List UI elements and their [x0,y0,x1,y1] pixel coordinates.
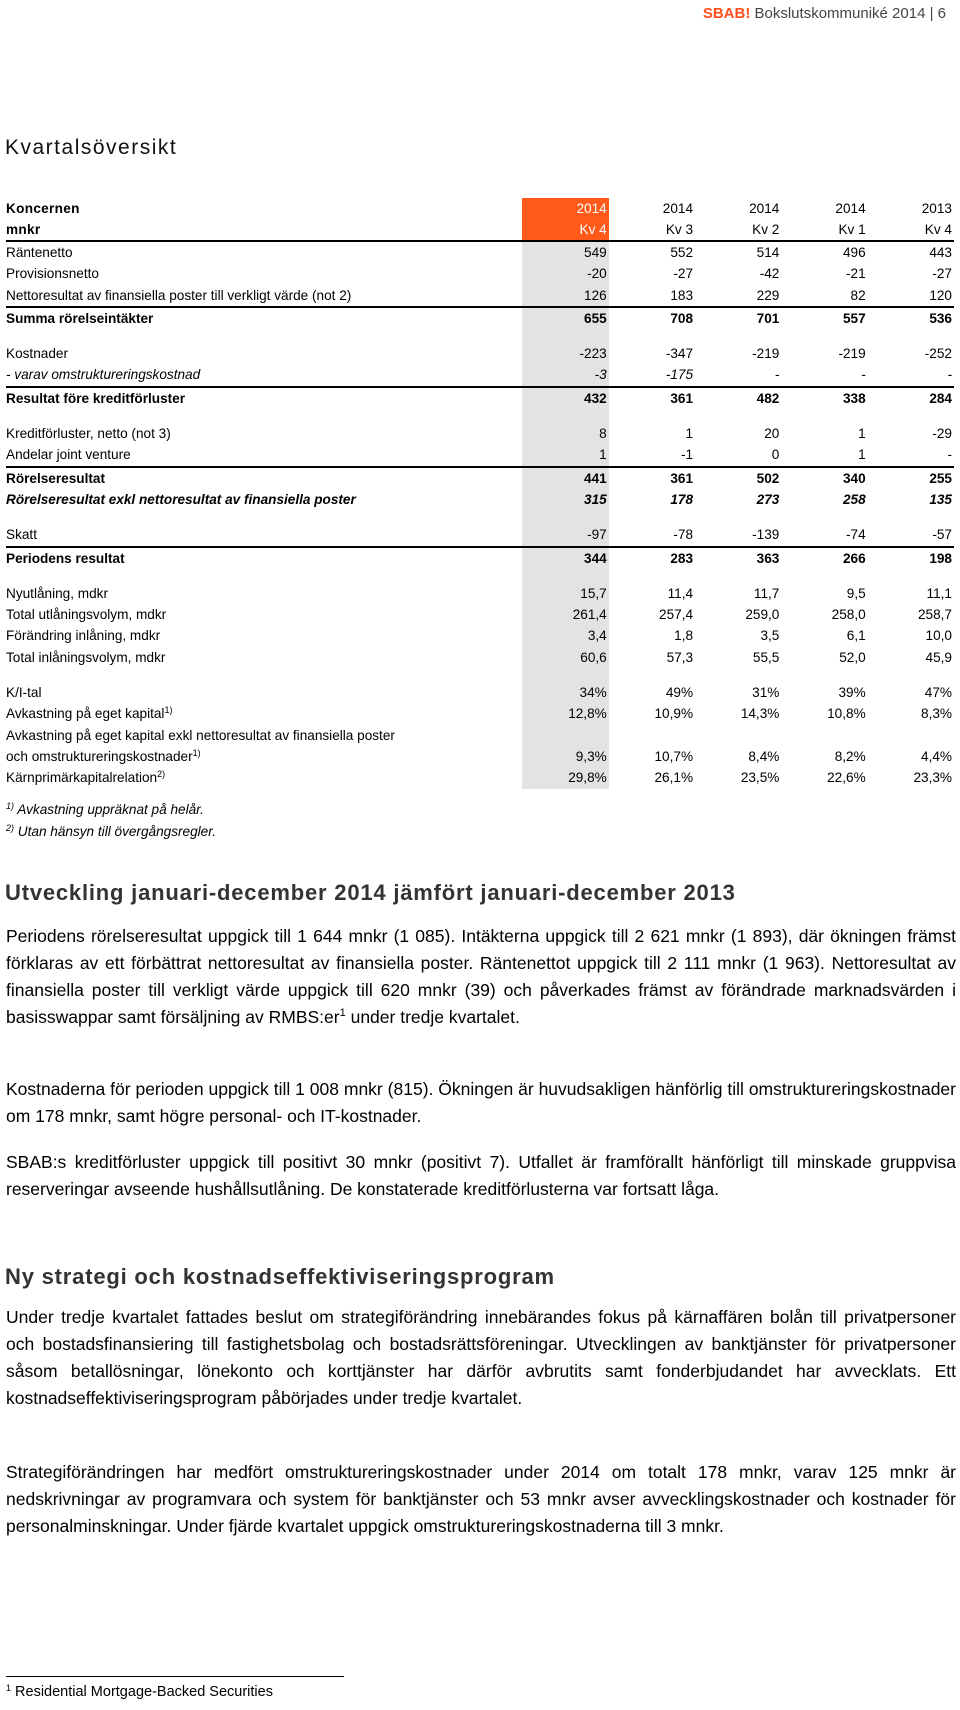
spacer-cell [522,668,608,682]
value-cell [522,725,608,746]
value-cell: 55,5 [752,649,780,665]
footnote-mark: 1) [6,801,15,811]
header-cell: Kv 1 [781,219,867,241]
value-cell: -57 [868,524,954,546]
row-label [6,263,522,284]
value-cell: 8,4% [748,748,780,764]
value-cell: 536 [929,310,952,326]
value-cell: 344 [522,547,608,569]
row-label-text: Kostnader [6,346,68,362]
value-cell [781,725,867,746]
value-cell: 10,7% [654,748,694,764]
header-cell: Kv 4 [522,219,608,241]
value-cell: 1,8 [674,628,694,644]
value-cell [609,725,695,746]
spacer-cell [781,409,867,423]
quarterly-table [6,198,954,789]
row-label-text: Nettoresultat av finansiella poster till verkligt värde (not 2) [6,287,352,303]
spacer-cell [522,510,608,524]
value-cell: 23,3% [913,770,952,786]
value-cell: 340 [842,470,866,486]
value-cell: -29 [932,426,952,442]
value-cell: 10,9% [654,706,694,722]
value-cell: 22,6% [827,770,866,786]
row-label [6,583,522,604]
spacer-cell [6,668,522,682]
table-row [6,767,954,788]
value-cell: 1 [858,426,866,442]
brand-logo: SBAB! [702,5,751,22]
value-cell: 315 [522,489,608,510]
value-cell: -97 [522,524,608,546]
row-label [6,444,522,466]
section2-paragraph-3: SBAB:s kreditförluster uppgick till positivt 30 mnkr (positivt 7). Utfallet är framförallt hänförligt till minskade gruppvisa reserveringar avseende hushållsutlåning. De konstaterade kreditförlusterna var fortsatt låga. [6,1152,956,1199]
row-label [6,387,522,409]
footnote-ref: 1) [192,747,201,758]
value-cell: - [695,364,781,386]
header-label: Koncernen [6,201,80,216]
value-cell: 3,4 [522,625,608,646]
value-cell: 178 [670,491,694,507]
row-label-text: K/I-tal [6,685,42,701]
header-label: mnkr [6,219,522,241]
value-cell: -223 [522,343,608,364]
row-label [6,625,522,646]
spacer-cell [6,569,522,583]
row-label [6,489,522,510]
value-cell: -20 [522,263,608,284]
value-cell: 183 [609,285,695,307]
spacer-cell [6,409,522,423]
row-label [6,343,522,364]
row-label-text: Total utlåningsvolym, mdkr [6,607,167,623]
value-cell: -139 [695,524,781,546]
row-label [6,682,522,703]
value-cell: 361 [670,390,694,406]
spacer-cell [781,668,867,682]
value-cell: 15,7 [522,583,608,604]
row-label [6,307,522,329]
header-cell: Kv 4 [868,219,954,241]
value-cell: 284 [929,390,952,406]
value-cell: 496 [842,245,866,260]
value-cell: 229 [695,285,781,307]
value-cell: 432 [522,387,608,409]
value-cell: 266 [842,550,866,566]
spacer-cell [695,409,781,423]
row-label [6,703,522,724]
value-cell: 11,4 [667,585,694,601]
value-cell: -27 [673,266,694,282]
value-cell: -21 [846,266,866,282]
spacer-cell [695,569,781,583]
row-label [6,423,522,444]
value-cell: 10,8% [827,706,866,722]
value-cell: 552 [670,245,694,260]
paragraph-text-end: under tredje kvartalet. [345,1007,520,1027]
footnote-ref: 1 [339,1007,346,1019]
value-cell: 126 [522,285,608,307]
row-label [6,467,522,489]
spacer-row [6,569,954,583]
value-cell: -1 [609,444,695,466]
footnote-text: Avkastning uppräknat på helår. [17,802,204,817]
row-label-text: Skatt [6,527,37,543]
header-cell: Kv 3 [609,219,695,241]
value-cell: 34% [522,682,608,703]
spacer-cell [695,329,781,343]
row-label-text: - varav omstruktureringskostnad [6,367,201,383]
value-cell: -219 [752,346,780,362]
footnote-divider [6,1676,344,1677]
footnote-ref: 1) [164,705,173,716]
value-cell: 8,3% [921,706,952,722]
row-label-text: Summa rörelseintäkter [6,310,154,326]
row-label-text: Andelar joint venture [6,447,131,463]
spacer-cell [868,329,954,343]
value-cell: 9,5 [846,585,866,601]
value-cell: 482 [756,390,780,406]
value-cell: 198 [929,550,952,566]
value-cell: 47% [924,685,952,701]
value-cell: 11,7 [753,585,780,601]
table-row [6,307,954,329]
value-cell: -78 [609,524,695,546]
table-row [6,387,954,409]
value-cell: 1 [685,426,694,442]
spacer-row [6,668,954,682]
row-label [6,364,522,386]
row-label-text: Avkastning på eget kapital exkl nettoresultat av finansiella poster [6,727,395,743]
spacer-cell [868,409,954,423]
value-cell: 258,7 [917,607,952,623]
row-label-text: Provisionsnetto [6,266,99,282]
value-cell: 14,3% [740,706,780,722]
spacer-cell [868,668,954,682]
value-cell: -74 [781,524,867,546]
row-label-text: Total inlåningsvolym, mdkr [6,649,166,665]
table-header-row [6,219,954,241]
spacer-cell [6,510,522,524]
value-cell: - [868,364,954,386]
value-cell: -347 [665,346,694,362]
value-cell: 255 [929,470,952,486]
table-header-row [6,198,954,219]
footnote-text: Residential Mortgage-Backed Securities [15,1684,273,1700]
row-label-text: Avkastning på eget kapital [6,706,165,722]
value-cell: -42 [759,266,780,282]
header-cell: 2014 [522,198,608,219]
value-cell: 1 [781,444,867,466]
value-cell: 12,8% [522,703,608,724]
header-cell: 2013 [921,201,952,216]
table-row [6,343,954,364]
section-title: Kvartalsöversikt [5,136,178,159]
value-cell: 257,4 [659,607,694,623]
value-cell: 361 [670,470,694,486]
paragraph-text: Periodens rörelseresultat uppgick till 1 644 mnkr (1 085). Intäkterna uppgick till 2 621 mnkr (1 893), där ökningen främst förklaras av ett förbättrat nettoresultat av finansiella poster. Räntenettot uppgick till 2 111 mnkr (1 963). Nettoresultat av finansiella poster till verkligt värde uppgick till 620 mnkr (39) och påverkades främst av förändrade marknadsvärden i basisswappar samt försäljning av RMBS:er [6,926,956,1027]
spacer-cell [695,510,781,524]
table-row [6,423,954,444]
spacer-cell [522,569,608,583]
row-label [6,746,522,767]
value-cell: 283 [670,550,694,566]
table-row [6,467,954,489]
table-row [6,604,954,625]
value-cell: 57,3 [666,649,694,665]
value-cell: - [868,444,954,466]
value-cell: - [781,364,867,386]
table-row [6,547,954,569]
value-cell: 10,0 [925,628,952,644]
row-label-text: Periodens resultat [6,550,125,566]
spacer-cell [781,329,867,343]
table-row [6,285,954,307]
value-cell: 701 [756,310,780,326]
value-cell: 6,1 [846,628,866,644]
footnote-1 [6,802,204,817]
header-cell: 2014 [749,201,780,216]
spacer-cell [609,668,695,682]
row-label-text: Rörelseresultat [6,470,105,486]
row-label [6,524,522,546]
row-label-text: Förändring inlåning, mdkr [6,628,161,644]
row-label-text: Rörelseresultat exkl nettoresultat av finansiella poster [6,491,356,507]
value-cell: 259,0 [745,607,780,623]
row-label-text: Resultat före kreditförluster [6,390,186,406]
spacer-cell [609,569,695,583]
value-cell [868,725,954,746]
value-cell: 338 [842,390,866,406]
value-cell: 60,6 [522,647,608,668]
row-label [6,241,522,263]
footnote-ref: 2) [157,769,166,780]
row-label [6,647,522,668]
value-cell: 273 [756,491,780,507]
row-label-text: Räntenetto [6,245,73,260]
section3-paragraph-1: Under tredje kvartalet fattades beslut om strategiförändring innebärandes fokus på kärnaffären bolån till privatpersoner och bostadsfinansiering till fastighetsbolag och bostadsrättsföreningar. Utvecklingen av banktjänster för privatpersoner såsom betallösningar, lönekonto och korttjänster har därför avbrutits samt fonderbjudandet har avvecklats. Ett kostnadseffektiviseringsprogram påbörjades under tredje kvartalet. [6,1307,956,1408]
value-cell: 708 [670,310,694,326]
table-row [6,444,954,466]
header-title: Bokslutskommuniké 2014 | 6 [754,5,946,22]
row-label [6,604,522,625]
table-row [6,489,954,510]
footnote-2 [6,824,216,839]
spacer-cell [781,569,867,583]
table-row [6,263,954,284]
value-cell: 39% [838,685,866,701]
value-cell: 655 [522,307,608,329]
value-cell: -175 [609,364,695,386]
table-row [6,725,954,746]
table-row [6,364,954,386]
value-cell: 8,2% [834,748,866,764]
value-cell: 49% [665,685,694,701]
spacer-cell [781,510,867,524]
footnote-mark: 1 [6,1683,12,1693]
table-row [6,703,954,724]
value-cell: 31% [752,685,780,701]
value-cell: 45,9 [925,649,952,665]
value-cell: 9,3% [522,746,608,767]
value-cell: 443 [929,245,952,260]
page-header [703,5,946,22]
table-row [6,647,954,668]
spacer-cell [609,329,695,343]
value-cell: 29,8% [522,767,608,788]
table-row [6,583,954,604]
table-row [6,625,954,646]
row-label [6,285,522,307]
table-row [6,524,954,546]
row-label-text: och omstruktureringskostnader [6,748,193,764]
value-cell: 441 [522,467,608,489]
header-cell: Kv 2 [695,219,781,241]
spacer-row [6,510,954,524]
value-cell: 261,4 [522,604,608,625]
table-row [6,241,954,263]
spacer-cell [6,329,522,343]
value-cell: 514 [756,245,780,260]
value-cell: -252 [924,346,952,362]
spacer-cell [609,510,695,524]
value-cell: 549 [522,241,608,263]
value-cell: 20 [764,426,780,442]
row-label-text: Kärnprimärkapitalrelation [6,770,158,786]
value-cell: 23,5% [740,770,780,786]
value-cell [695,725,781,746]
value-cell: 4,4% [921,748,952,764]
value-cell: 26,1% [654,770,694,786]
value-cell: -27 [932,266,952,282]
section3-heading: Ny strategi och kostnadseffektiviseringsprogram [5,1264,555,1289]
spacer-row [6,329,954,343]
value-cell: 3,5 [760,628,780,644]
value-cell: 11,1 [926,585,952,601]
value-cell: -3 [522,364,608,386]
value-cell: 120 [868,285,954,307]
value-cell: 52,0 [839,649,866,665]
table-row [6,746,954,767]
page-footnote [6,1684,273,1700]
section2-heading: Utveckling januari-december 2014 jämfört januari-december 2013 [5,880,736,905]
table-row [6,682,954,703]
footnote-text: Utan hänsyn till övergångsregler. [17,824,217,839]
spacer-row [6,409,954,423]
spacer-cell [868,510,954,524]
row-label-text: Nyutlåning, mdkr [6,585,108,601]
row-label [6,767,522,788]
row-label-text: Kreditförluster, netto (not 3) [6,426,171,442]
value-cell: 363 [756,550,780,566]
section3-paragraph-2: Strategiförändringen har medfört omstruktureringskostnader under 2014 om totalt 178 mnkr, varav 125 mnkr är nedskrivningar av programvara och system för banktjänster och 53 mnkr avser avvecklingskostnader och kostnader för personalminskningar. Under fjärde kvartalet uppgick omstruktureringskostnaderna till 3 mnkr. [6,1462,956,1536]
value-cell: 258,0 [831,607,866,623]
value-cell: 258 [842,491,866,507]
header-cell: 2014 [662,201,694,216]
row-label [6,725,522,746]
value-cell: 557 [842,310,866,326]
value-cell: 502 [756,470,780,486]
value-cell: 1 [522,444,608,466]
section2-paragraph-1 [6,923,956,1031]
header-cell: 2014 [835,201,866,216]
value-cell: 135 [929,491,952,507]
value-cell: 82 [781,285,867,307]
spacer-cell [609,409,695,423]
row-label [6,547,522,569]
value-cell: 0 [695,444,781,466]
spacer-cell [522,329,608,343]
section2-paragraph-2: Kostnaderna för perioden uppgick till 1 008 mnkr (815). Ökningen är huvudsakligen hänförlig till omstruktureringskostnader om 178 mnkr, samt högre personal- och IT-kostnader. [6,1079,956,1126]
value-cell: 8 [522,423,608,444]
spacer-cell [522,409,608,423]
footnote-mark: 2) [6,823,15,833]
spacer-cell [868,569,954,583]
spacer-cell [695,668,781,682]
value-cell: -219 [838,346,866,362]
